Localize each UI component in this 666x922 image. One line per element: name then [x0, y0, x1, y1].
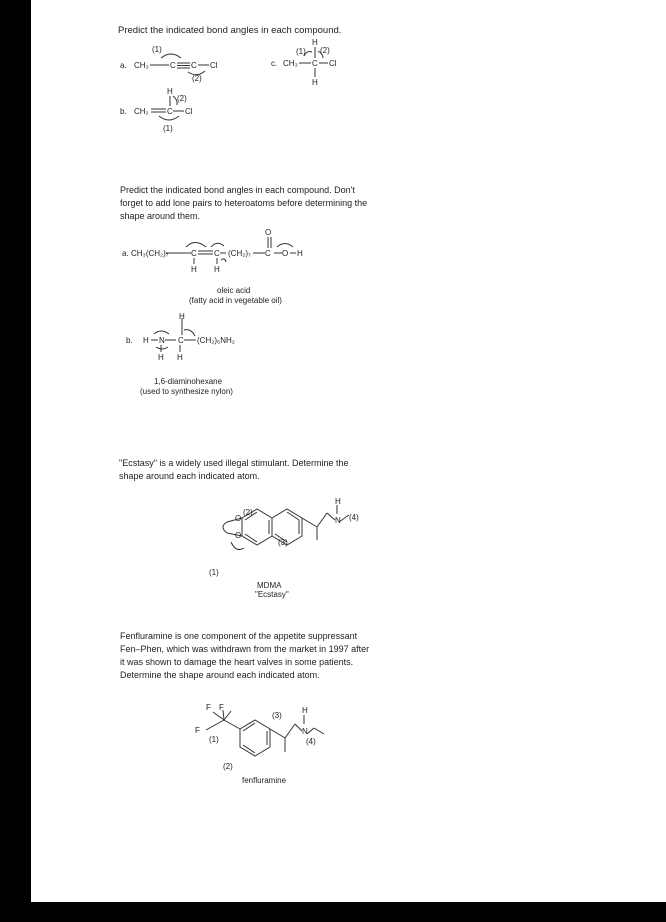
q3-prompt — [119, 457, 349, 483]
q1c-h-bottom: H — [312, 78, 318, 87]
q2a-h-end: H — [297, 249, 303, 258]
q3-label-3: (3) — [278, 538, 288, 547]
q2a-h2: H — [214, 265, 220, 274]
q2b-c: C — [178, 336, 184, 345]
q4-h: H — [302, 706, 308, 715]
q3-label-2: (2) — [243, 508, 253, 517]
q1a-c2: C — [191, 61, 197, 70]
q2b-name: 1,6-diaminohexane — [154, 377, 223, 386]
q1b-ch2: CH₂ — [134, 107, 149, 116]
q1a-angle-2: (2) — [192, 74, 202, 83]
q3-n: N — [335, 516, 341, 525]
q1a-letter: a. — [120, 61, 127, 70]
q1b-cl: Cl — [185, 107, 193, 116]
q1c-letter: c. — [271, 59, 278, 68]
q1c-angle-2: (2) — [320, 46, 330, 55]
q2a-lead: CH₃(CH₂)₇ — [131, 249, 169, 258]
q2a-name: oleic acid — [217, 286, 251, 295]
q2a-c3: C — [265, 249, 271, 258]
q1b-letter: b. — [120, 107, 127, 116]
q1c-cl: Cl — [329, 59, 337, 68]
q4-prompt-line: Determine the shape around each indicated atom. — [120, 670, 320, 680]
q3-h: H — [335, 497, 341, 506]
q2b-h-top: H — [179, 312, 185, 321]
q2a-mid: (CH₂)₇ — [228, 249, 251, 258]
q2a-c2: C — [214, 249, 220, 258]
q2-prompt-line: Predict the indicated bond angles in each compound. Don't — [120, 185, 355, 195]
q3-prompt-line: shape around each indicated atom. — [119, 471, 260, 481]
q3-prompt-line: "Ecstasy" is a widely used illegal stimulant. Determine the — [119, 458, 349, 468]
q4-prompt — [120, 630, 369, 682]
q1a-ch3: CH₃ — [134, 61, 149, 70]
worksheet-page — [31, 0, 666, 902]
q4-f3: F — [195, 726, 200, 735]
q2a-o-top: O — [265, 228, 272, 237]
q1a-angle-1: (1) — [152, 45, 162, 54]
q2b-h-n: H — [158, 353, 164, 362]
q4-prompt-line: Fen–Phen, which was withdrawn from the market in 1997 after — [120, 644, 370, 654]
q1b-angle-1: (1) — [163, 124, 173, 133]
q4-n: N — [302, 727, 308, 736]
q2a-o: O — [282, 249, 289, 258]
q4-label-4: (4) — [306, 737, 316, 746]
q3-o-bottom: O — [235, 531, 242, 540]
q2b-h-c: H — [177, 353, 183, 362]
q1-prompt: Predict the indicated bond angles in each compound. — [118, 25, 342, 36]
q1b-c: C — [167, 107, 173, 116]
q4-name: fenfluramine — [242, 776, 287, 785]
q2b-n: N — [159, 336, 165, 345]
q3-alias: "Ecstasy" — [255, 590, 289, 599]
bottom-black-border — [0, 902, 666, 922]
q3-o-top: O — [235, 514, 242, 523]
q3-name: MDMA — [257, 581, 282, 590]
q4-label-1: (1) — [209, 735, 219, 744]
q4-f1: F — [206, 703, 211, 712]
q3-label-4: (4) — [349, 513, 359, 522]
q2b-h-left: H — [143, 336, 149, 345]
q1b-h: H — [167, 87, 173, 96]
q1c-ch3: CH₃ — [283, 59, 298, 68]
q4-prompt-line: it was shown to damage the heart valves in some patients. — [120, 657, 354, 667]
q1a-cl: Cl — [210, 61, 218, 70]
q2b-letter: b. — [126, 336, 133, 345]
q2b-tail: (CH₂)₅NH₂ — [197, 336, 235, 345]
q2a-note: (fatty acid in vegetable oil) — [189, 296, 282, 305]
left-black-border — [0, 0, 31, 922]
q4-label-2: (2) — [223, 762, 233, 771]
q2-prompt — [120, 184, 367, 223]
q1c-c: C — [312, 59, 318, 68]
q2a-c1: C — [191, 249, 197, 258]
q1b-angle-2: (2) — [177, 94, 187, 103]
q2a-h1: H — [191, 265, 197, 274]
q2b-note: (used to synthesize nylon) — [140, 387, 233, 396]
q4-f2: F — [219, 703, 224, 712]
q4-label-3: (3) — [272, 711, 282, 720]
q2-prompt-line: forget to add lone pairs to heteroatoms before determining the — [120, 198, 368, 208]
bond-drawings — [31, 0, 666, 902]
q1c-h-top: H — [312, 38, 318, 47]
q2-prompt-line: shape around them. — [120, 211, 201, 221]
q1a-c1: C — [170, 61, 176, 70]
q3-label-1: (1) — [209, 568, 219, 577]
q4-prompt-line: Fenfluramine is one component of the appetite suppressant — [120, 631, 358, 641]
q2a-letter: a. — [122, 249, 129, 258]
q1c-angle-1: (1) — [296, 47, 306, 56]
